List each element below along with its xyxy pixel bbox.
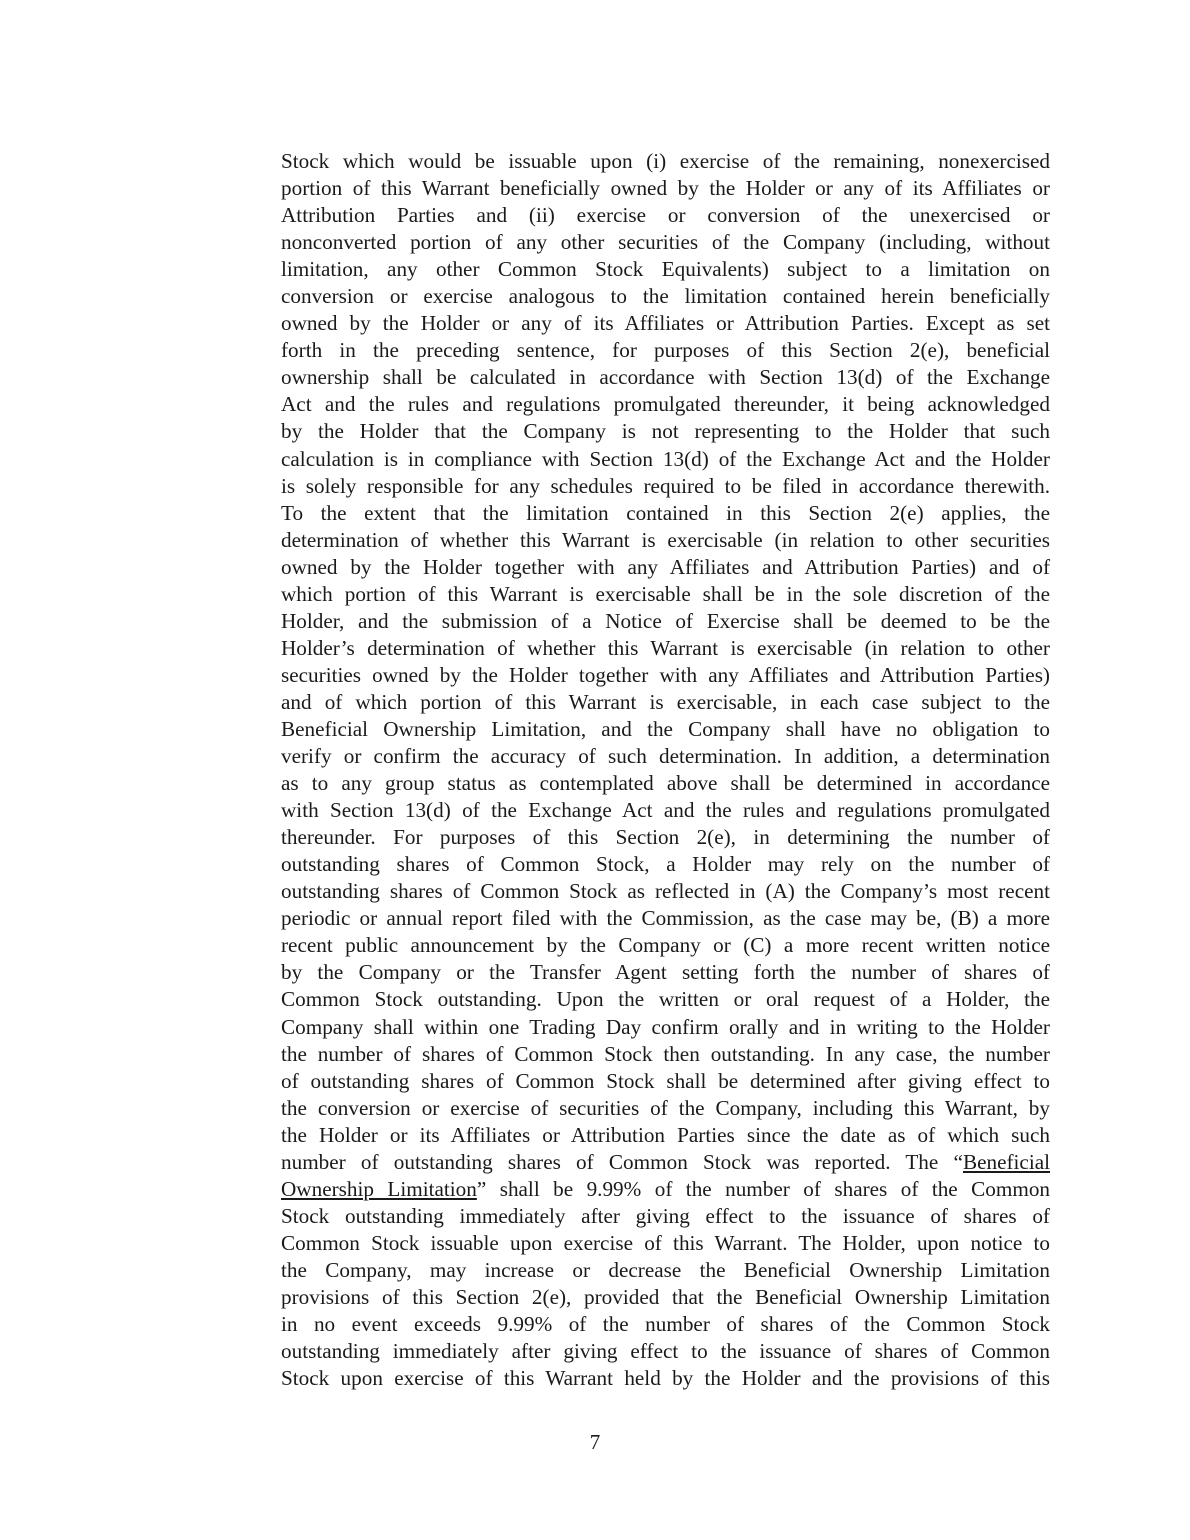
document-body (281, 148, 1050, 1392)
text-line: securities owned by the Holder together with any Affiliates and Attribution Parties) (281, 662, 1050, 687)
text-line: Company shall within one Trading Day confirm orally and in writing to the Holder (281, 1014, 1050, 1039)
text-line: determination of whether this Warrant is exercisable (in relation to other securities (281, 527, 1050, 552)
text-line: thereunder. For purposes of this Section 2(e), in determining the number of (281, 825, 1050, 850)
text-line: Attribution Parties and (ii) exercise or conversion of the unexercised or (281, 203, 1050, 228)
text-line: Stock which would be issuable upon (i) exercise of the remaining, nonexercised (281, 149, 1050, 173)
text-line: calculation is in compliance with Section 13(d) of the Exchange Act and the Holder (281, 446, 1050, 471)
text-line: forth in the preceding sentence, for purposes of this Section 2(e), beneficial (281, 338, 1050, 363)
text-line: owned by the Holder together with any Affiliates and Attribution Parties) and of (281, 554, 1050, 579)
text-line: Beneficial Ownership Limitation, and the Company shall have no obligation to (281, 716, 1050, 741)
text-line: is solely responsible for any schedules required to be filed in accordance therewith. (281, 473, 1050, 498)
text-line: which portion of this Warrant is exercisable shall be in the sole discretion of the (281, 581, 1050, 606)
text-line: Holder’s determination of whether this Warrant is exercisable (in relation to other (281, 635, 1050, 660)
text-line: by the Company or the Transfer Agent setting forth the number of shares of (281, 960, 1050, 985)
text-line: Common Stock outstanding. Upon the written or oral request of a Holder, the (281, 987, 1050, 1012)
text-line: outstanding immediately after giving effect to the issuance of shares of Common (281, 1339, 1050, 1364)
text-line: Act and the rules and regulations promulgated thereunder, it being acknowledged (281, 392, 1050, 417)
text-line: limitation, any other Common Stock Equivalents) subject to a limitation on (281, 257, 1050, 282)
text-line: portion of this Warrant beneficially owned by the Holder or any of its Affiliates or (281, 176, 1050, 201)
text-line: periodic or annual report filed with the Commission, as the case may be, (B) a more (281, 906, 1050, 931)
text-line: Stock outstanding immediately after giving effect to the issuance of shares of (281, 1203, 1050, 1228)
text-line: the conversion or exercise of securities of the Company, including this Warrant, by (281, 1095, 1050, 1120)
text-line: outstanding shares of Common Stock, a Holder may rely on the number of (281, 852, 1050, 877)
text-fragment: ” shall be 9.99% of the number of shares of the Common (476, 1176, 1051, 1201)
text-line: owned by the Holder or any of its Affiliates or Attribution Parties. Except as set (281, 311, 1050, 336)
defined-term: Ownership Limitation (281, 1176, 477, 1201)
text-line: conversion or exercise analogous to the limitation contained herein beneficially (281, 284, 1050, 309)
text-fragment: number of outstanding shares of Common Stock was reported. The “ (281, 1149, 963, 1174)
text-line: Common Stock issuable upon exercise of this Warrant. The Holder, upon notice to (281, 1230, 1050, 1255)
text-line: Holder, and the submission of a Notice of Exercise shall be deemed to be the (281, 608, 1050, 633)
text-line: and of which portion of this Warrant is exercisable, in each case subject to the (281, 689, 1050, 714)
defined-term: Beneficial (962, 1149, 1050, 1174)
text-line: in no event exceeds 9.99% of the number of shares of the Common Stock (281, 1312, 1050, 1337)
text-line: outstanding shares of Common Stock as reflected in (A) the Company’s most recent (281, 879, 1050, 904)
text-line: the Company, may increase or decrease the Beneficial Ownership Limitation (281, 1257, 1050, 1282)
page-number: 7 (589, 1430, 601, 1454)
text-line: the Holder or its Affiliates or Attribution Parties since the date as of which such (281, 1122, 1050, 1147)
text-line: ownership shall be calculated in accordance with Section 13(d) of the Exchange (281, 365, 1050, 390)
text-line: To the extent that the limitation contained in this Section 2(e) applies, the (281, 500, 1050, 525)
text-line: of outstanding shares of Common Stock shall be determined after giving effect to (281, 1068, 1050, 1093)
text-line (281, 1149, 1050, 1176)
text-line: verify or confirm the accuracy of such determination. In addition, a determination (281, 744, 1050, 769)
text-line (281, 1176, 1050, 1203)
text-line: by the Holder that the Company is not representing to the Holder that such (281, 419, 1050, 444)
text-line: the number of shares of Common Stock then outstanding. In any case, the number (281, 1041, 1050, 1066)
text-line: as to any group status as contemplated above shall be determined in accordance (281, 771, 1050, 796)
text-line: provisions of this Section 2(e), provided that the Beneficial Ownership Limitation (281, 1284, 1050, 1309)
text-line: nonconverted portion of any other securities of the Company (including, without (281, 230, 1050, 255)
text-line: Stock upon exercise of this Warrant held by the Holder and the provisions of this (281, 1366, 1050, 1391)
text-line: recent public announcement by the Company or (C) a more recent written notice (281, 933, 1050, 958)
text-line: with Section 13(d) of the Exchange Act and the rules and regulations promulgated (281, 798, 1050, 823)
